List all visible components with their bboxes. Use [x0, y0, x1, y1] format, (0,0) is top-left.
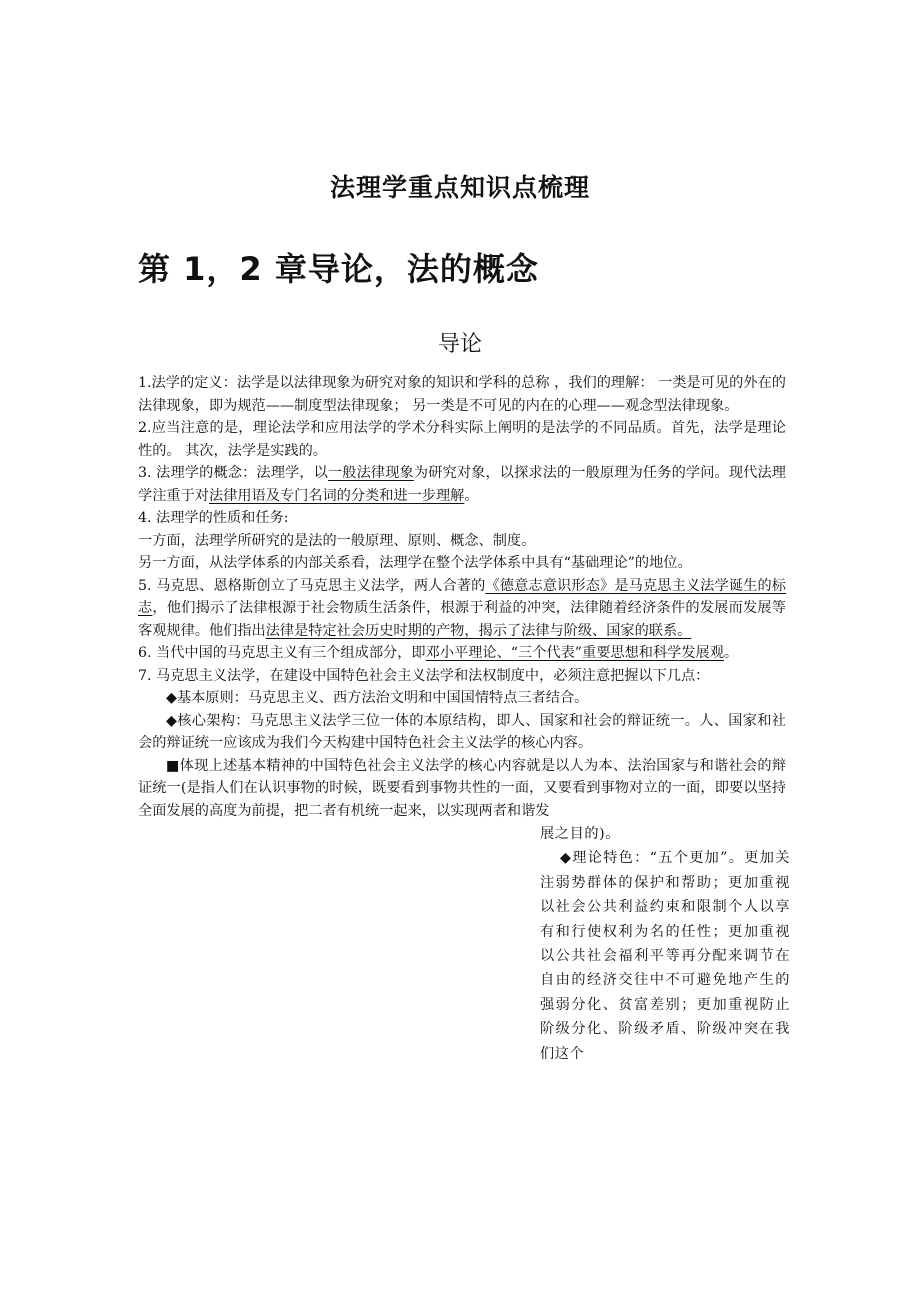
paragraph-4: 4. 法理学的性质和任务: — [138, 510, 289, 526]
paragraph-6-underline: 邓小平理论、“三个代表”重要思想和科学发展观 — [425, 645, 724, 661]
paragraph-5-underline-a: 《德意志意识形态》是马克思主义法学诞生的标志 — [138, 577, 786, 616]
paragraph-7-core-content-end: 展之目的)。 — [540, 826, 621, 842]
paragraph-3 — [138, 462, 786, 507]
paragraph-5-underline-b: 法律是特定社会历史时期的产物，揭示了法律与阶级、国家的联系。 — [265, 622, 692, 639]
paragraph-7-core-content: ■体现上述基本精神的中国特色社会主义法学的核心内容就是以人为本、法治国家与和谐社会的辩证统一(是指人们在认识事物的时候，既要看到事物共性的一面，又要看到事物对立的一面，即要以坚持全面发展的高度为前提，把二者有机统一起来，以实现两者和谐发 — [138, 757, 786, 819]
paragraph-4b: 另一方面，从法学体系的内部关系看，法理学在整个法学体系中具有“基础理论”的地位。 — [138, 555, 692, 571]
paragraph-6-text-b: 。 — [723, 645, 739, 661]
body-text — [138, 372, 790, 1066]
paragraph-3-underline-a: 一般法律现象 — [327, 465, 414, 481]
paragraph-7-basic-principle: ◆基本原则：马克思主义、西方法治文明和中国国情特点三者结合。 — [166, 690, 589, 706]
paragraph-4a: 一方面，法理学所研究的是法的一般原理、原则、概念、制度。 — [138, 532, 536, 549]
paragraph-3-underline-b: 法律用语及专门名词的分类和进一步理解 — [208, 487, 465, 504]
paragraph-6-text-a: 6. 当代中国的马克思主义有三个组成部分，即 — [138, 645, 426, 661]
paragraph-7-core-structure: ◆核心架构：马克思主义法学三位一体的本原结构，即人、国家和社会的辩证统一。人、国家和社会的辩证统一应该成为我们今天构建中国特色社会主义法学的核心内容。 — [138, 712, 786, 751]
paragraph-5-text-b: ，他们揭示了法律根源于社会物质生活条件，根源于利益的冲突，法律随着经济条件的发展而发展等客观规律。他们指出 — [138, 600, 786, 639]
paragraph-3-text-a: 3. 法理学的概念：法理学，以 — [138, 465, 328, 481]
paragraph-7-theory-features: ◆理论特色：“五个更加”。更加关注弱势群体的保护和帮助；更加重视以社会公共利益约束和限制个人以享有和行使权利为名的任性；更加重视以公共社会福利平等再分配来调节在自由的经济交往中不可避免地产生的强弱分化、贫富差别；更加重视防止阶级分化、阶级矛盾、阶级冲突在我们这个 — [540, 850, 790, 1062]
document-title: 法理学重点知识点梳理 — [329, 173, 590, 202]
paragraph-3-text-b: 为研究对象，以探求法的一般原理为任务的学问。现代法理学注重于对 — [138, 465, 786, 504]
chapter-heading: 第 1，2 章导论，法的概念 — [138, 250, 539, 288]
paragraph-7: 7. 马克思主义法学，在建设中国特色社会主义法学和法权制度中，必须注意把握以下几点： — [138, 667, 710, 684]
section-heading: 导论 — [437, 332, 482, 357]
paragraph-6 — [138, 642, 786, 665]
paragraph-5-text-a: 5. 马克思、恩格斯创立了马克思主义法学，两人合著的 — [138, 577, 486, 594]
paragraph-5 — [138, 575, 786, 643]
paragraph-3-text-c: 。 — [464, 487, 479, 504]
paragraph-2: 2.应当注意的是，理论法学和应用法学的学术分科实际上阐明的是法学的不同品质。首先，法学是理论性的。 其次，法学是实践的。 — [138, 420, 786, 459]
paragraph-1: 1.法学的定义：法学是以法律现象为研究对象的知识和学科的总称 ，我们的理解： 一类是可见的外在的法律现象，即为规范——制度型法律现象； 另一类是不可见的内在的心理——观念型法律现象。 — [138, 375, 786, 414]
